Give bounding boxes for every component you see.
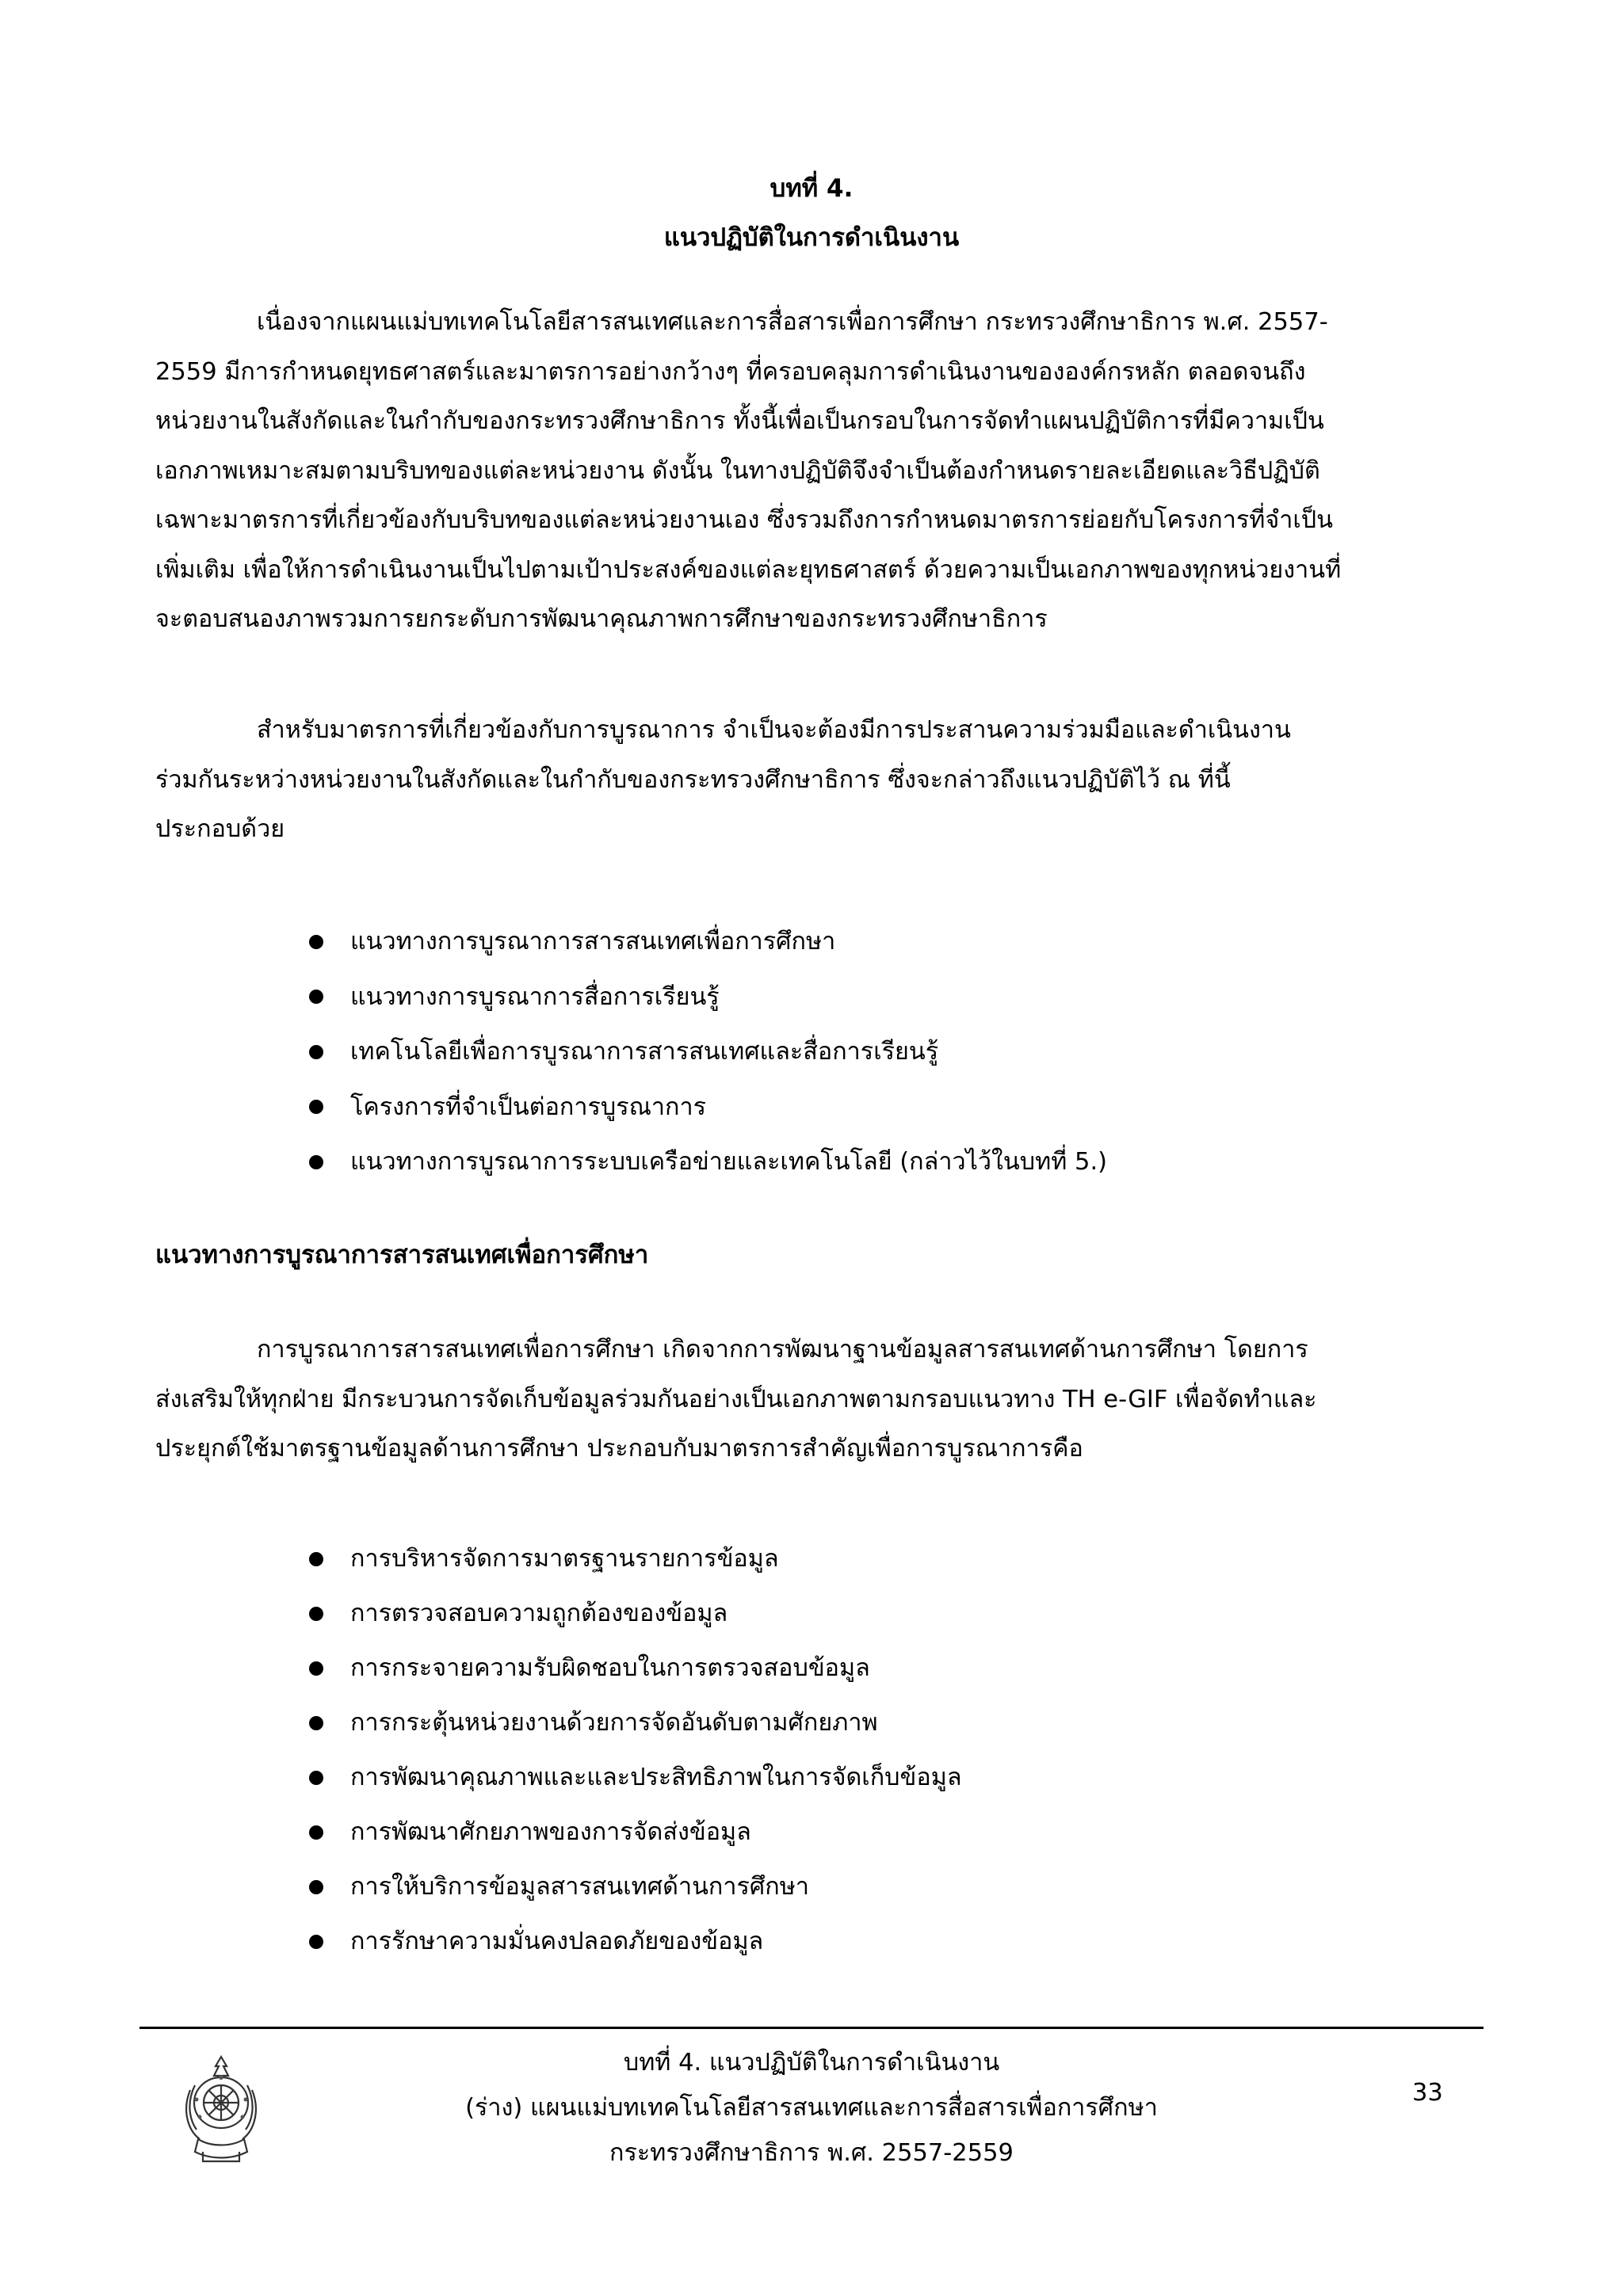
list-item: โครงการที่จำเป็นต่อการบูรณาการ <box>304 1080 1107 1135</box>
paragraph-line: ประยุกต์ใช้มาตรฐานข้อมูลด้านการศึกษา ประกอบกับมาตรการสำคัญเพื่อการบูรณาการคือ <box>155 1435 1083 1463</box>
paragraph-line: สำหรับมาตรการที่เกี่ยวข้องกับการบูรณาการ จำเป็นจะต้องมีการประสานความร่วมมือและดำเนินงาน <box>257 716 1291 744</box>
footer-chapter: บทที่ 4. แนวปฏิบัติในการดำเนินงาน <box>623 2049 1000 2077</box>
footer-document-title: (ร่าง) แผนแม่บทเทคโนโลยีสารสนเทศและการสื่อสารเพื่อการศึกษา <box>465 2094 1158 2122</box>
measures-list <box>304 1531 962 1969</box>
section-paragraph <box>155 1325 1479 1474</box>
list-item: แนวทางการบูรณาการระบบเครือข่ายและเทคโนโลยี (กล่าวไว้ในบทที่ 5.) <box>304 1135 1107 1190</box>
list-item: เทคโนโลยีเพื่อการบูรณาการสารสนเทศและสื่อการเรียนรู้ <box>304 1024 1107 1080</box>
paragraph-line: ประกอบด้วย <box>155 815 285 843</box>
paragraph-line: จะตอบสนองภาพรวมการยกระดับการพัฒนาคุณภาพการศึกษาของกระทรวงศึกษาธิการ <box>155 605 1048 633</box>
ministry-emblem-icon <box>179 2054 263 2166</box>
list-item: การกระจายความรับผิดชอบในการตรวจสอบข้อมูล <box>304 1641 962 1695</box>
list-item: การรักษาความมั่นคงปลอดภัยของข้อมูล <box>304 1914 962 1969</box>
paragraph-line: การบูรณาการสารสนเทศเพื่อการศึกษา เกิดจากการพัฒนาฐานข้อมูลสารสนเทศด้านการศึกษา โดยการ <box>257 1336 1308 1363</box>
footer-ministry: กระทรวงศึกษาธิการ พ.ศ. 2557-2559 <box>609 2139 1014 2167</box>
list-item: การตรวจสอบความถูกต้องของข้อมูล <box>304 1586 962 1641</box>
list-item: แนวทางการบูรณาการสารสนเทศเพื่อการศึกษา <box>304 914 1107 970</box>
page-number: 33 <box>1412 2079 1443 2107</box>
footer-divider <box>139 2027 1484 2029</box>
paragraph-line: เนื่องจากแผนแม่บทเทคโนโลยีสารสนเทศและการสื่อสารเพื่อการศึกษา กระทรวงศึกษาธิการ พ.ศ. 2557- <box>257 308 1328 336</box>
integration-paragraph <box>155 706 1479 855</box>
paragraph-line: เฉพาะมาตรการที่เกี่ยวข้องกับบริบทของแต่ละหน่วยงานเอง ซึ่งรวมถึงการกำหนดมาตรการย่อยกับโครงการที่จำเป็น <box>155 506 1333 534</box>
list-item: การบริหารจัดการมาตรฐานรายการข้อมูล <box>304 1531 962 1586</box>
chapter-number: บทที่ 4. <box>769 174 854 203</box>
intro-paragraph <box>155 298 1479 645</box>
list-item: แนวทางการบูรณาการสื่อการเรียนรู้ <box>304 970 1107 1025</box>
list-item: การให้บริการข้อมูลสารสนเทศด้านการศึกษา <box>304 1859 962 1914</box>
integration-list <box>304 914 1107 1190</box>
paragraph-line: 2559 มีการกำหนดยุทธศาสตร์และมาตรการอย่างกว้างๆ ที่ครอบคลุมการดำเนินงานขององค์กรหลัก ตลอดจนถึง <box>155 357 1306 386</box>
paragraph-line: เอกภาพเหมาะสมตามบริบทของแต่ละหน่วยงาน ดังนั้น ในทางปฏิบัติจึงจำเป็นต้องกำหนดรายละเอียดและวิธีปฏิบัติ <box>155 456 1320 485</box>
list-item: การกระตุ้นหน่วยงานด้วยการจัดอันดับตามศักยภาพ <box>304 1695 962 1750</box>
list-item: การพัฒนาศักยภาพของการจัดส่งข้อมูล <box>304 1805 962 1859</box>
chapter-title: แนวปฏิบัติในการดำเนินงาน <box>663 223 960 252</box>
paragraph-line: หน่วยงานในสังกัดและในกำกับของกระทรวงศึกษาธิการ ทั้งนี้เพื่อเป็นกรอบในการจัดทำแผนปฏิบัติการที่มีความเป็น <box>155 407 1324 435</box>
paragraph-line: ส่งเสริมให้ทุกฝ่าย มีกระบวนการจัดเก็บข้อมูลร่วมกันอย่างเป็นเอกภาพตามกรอบแนวทาง TH e-GIF เพื่อจัดทำและ <box>155 1385 1317 1413</box>
paragraph-line: ร่วมกันระหว่างหน่วยงานในสังกัดและในกำกับของกระทรวงศึกษาธิการ ซึ่งจะกล่าวถึงแนวปฏิบัติไว้ ณ ที่นี้ <box>155 765 1231 794</box>
paragraph-line: เพิ่มเติม เพื่อให้การดำเนินงานเป็นไปตามเป้าประสงค์ของแต่ละยุทธศาสตร์ ด้วยความเป็นเอกภาพของทุกหน่วยงานที่ <box>155 555 1342 584</box>
list-item: การพัฒนาคุณภาพและและประสิทธิภาพในการจัดเก็บข้อมูล <box>304 1750 962 1805</box>
section-heading: แนวทางการบูรณาการสารสนเทศเพื่อการศึกษา <box>155 1241 649 1269</box>
